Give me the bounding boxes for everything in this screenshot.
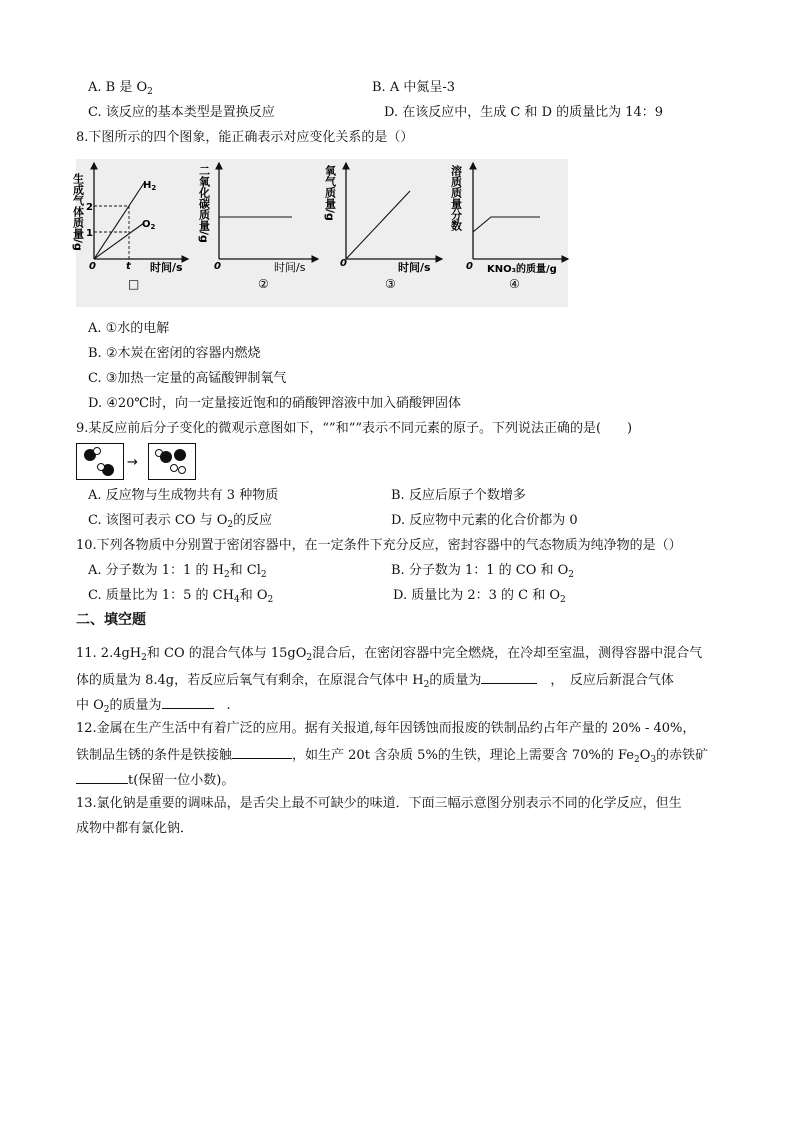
q7-option-c: C. 该反应的基本类型是置换反应: [88, 105, 275, 120]
q10-option-a: A. 分子数为 1：1 的 $H_2$和 $Cl_2$: [88, 563, 267, 580]
graph2-xlabel: 时间/s: [274, 261, 306, 274]
o2-line: [94, 223, 144, 259]
q9-molecule-diagram: [76, 443, 198, 485]
q8-figure: [71, 159, 568, 307]
q8-option-b: B. ②木炭在密闭的容器内燃烧: [88, 346, 261, 361]
graph1-h2-label: $H_2$: [143, 180, 157, 192]
graph1-ylabel: 生成气体质量/g: [71, 173, 85, 251]
graph4-xlabel: KNO₃的质量/g: [487, 264, 557, 275]
graph3-origin: 0: [340, 258, 347, 269]
q11-answer-blank-2[interactable]: [162, 695, 214, 709]
graph2-ylabel: 二氧化碳质量/g: [197, 165, 211, 243]
q9-stem: 9.某反应前后分子变化的微观示意图如下，“”和“”表示不同元素的原子。下列说法正确的是( ): [76, 421, 633, 436]
q8-option-d: D. ④20℃时，向一定量接近饱和的硝酸钾溶液中加入硝酸钾固体: [88, 396, 461, 411]
graph3-xlabel: 时间/s: [398, 261, 431, 274]
q10-option-d: D. 质量比为 2：3 的 C 和 $O_2$: [393, 588, 566, 605]
solute-fraction-line: [473, 217, 540, 232]
q12-answer-blank-1[interactable]: [232, 745, 292, 759]
q11-line3: 中 $O_2$的质量为 .: [76, 695, 231, 715]
q7-option-a: A. B 是 $O_2$: [88, 80, 153, 97]
graph1-tick-y2: 2: [86, 202, 93, 213]
graph-2: [198, 163, 319, 291]
q12-line1: 12.金属在生产生活中有着广泛的应用。据有关报道,每年因锈蚀而报废的铁制品约占年产量的 20% - 40%，: [76, 721, 696, 736]
graph1-caption: □: [128, 277, 140, 291]
graph2-caption: ②: [258, 277, 269, 291]
q13-line2: 成物中都有氯化钠．: [76, 821, 194, 836]
q7-option-d: D. 在该反应中，生成 C 和 D 的质量比为 14：9: [384, 105, 664, 120]
graph1-xlabel: 时间/s: [150, 261, 183, 274]
reaction-arrow: →: [127, 455, 138, 470]
q11-answer-blank-1[interactable]: [481, 670, 537, 684]
q12-answer-blank-2[interactable]: [76, 770, 128, 784]
section-title-fill-in: 二、填空题: [76, 612, 146, 628]
graph2-origin: 0: [214, 261, 221, 272]
graph3-ylabel: 氧气质量/g: [323, 165, 337, 221]
graph1-tick-y1: 1: [86, 228, 93, 239]
q12-line3: t(保留一位小数)。: [76, 770, 234, 790]
o2-mass-line: [346, 191, 410, 259]
graph3-caption: ③: [385, 277, 396, 291]
graph-1: [72, 163, 189, 291]
q11-line2: 体的质量为 8.4g，若反应后氧气有剩余，在原混合气体中 $H_2$的质量为 ， 反应后新混合气体: [76, 670, 674, 690]
q9-option-a: A. 反应物与生成物共有 3 种物质: [88, 488, 279, 503]
q12-line2: 铁制品生锈的条件是铁接触 ，如生产 20t 含杂质 5%的生铁，理论上需要含 70%的 $Fe_2O_3$的赤铁矿: [76, 745, 708, 765]
graph1-o2-label: $O_2$: [142, 219, 156, 231]
graph4-origin: 0: [466, 261, 473, 272]
graph1-origin: 0: [89, 261, 96, 272]
h2-line: [94, 183, 144, 259]
graph-3: [324, 163, 443, 291]
q10-option-c: C. 质量比为 1：5 的 $CH_4$和 $O_2$: [88, 588, 274, 605]
q8-option-a: A. ①水的电解: [88, 321, 170, 336]
graph4-ylabel: 溶质质量分数: [449, 165, 463, 231]
q10-stem: 10.下列各物质中分别置于密闭容器中，在一定条件下充分反应，密封容器中的气态物质为纯净物的是（）: [76, 538, 682, 553]
graph-4: [450, 163, 569, 291]
q8-stem: 8.下图所示的四个图象，能正确表示对应变化关系的是（）: [76, 130, 414, 145]
q9-option-c: C. 该图可表示 CO 与 $O_2$的反应: [88, 513, 273, 530]
q8-option-c: C. ③加热一定量的高锰酸钾制氧气: [88, 371, 287, 386]
q10-option-b: B. 分子数为 1：1 的 CO 和 $O_2$: [391, 563, 575, 580]
graph1-tick-t: t: [126, 261, 131, 272]
q13-line1: 13.氯化钠是重要的调味品，是舌尖上最不可缺少的味道．下面三幅示意图分别表示不同的化学反应，但生: [76, 796, 682, 811]
q9-option-b: B. 反应后原子个数增多: [391, 488, 526, 503]
q7-option-b: B. A 中氮呈-3: [372, 80, 456, 95]
q9-option-d: D. 反应物中元素的化合价都为 0: [391, 513, 578, 528]
q11-line1: 11. $2.4gH_2$和 CO 的混合气体与 $15gO_2$混合后，在密闭容器中完全燃烧，在冷却至室温，测得容器中混合气: [76, 646, 703, 663]
graph4-caption: ④: [509, 277, 520, 291]
